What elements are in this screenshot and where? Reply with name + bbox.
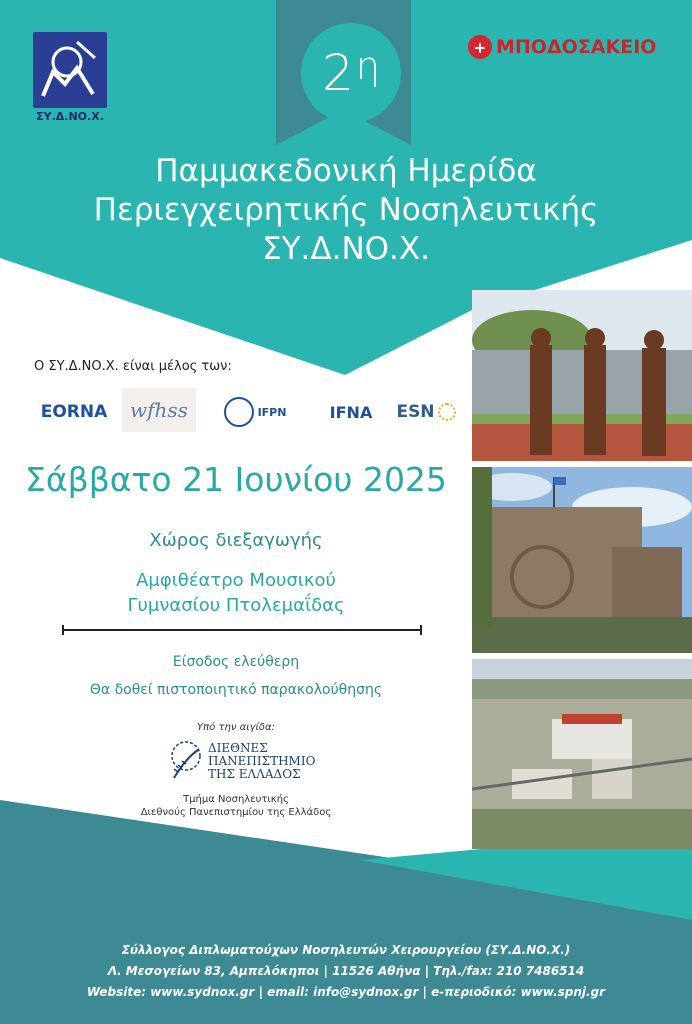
title-line-3: ΣΥ.Δ.ΝΟ.Χ. xyxy=(262,231,430,267)
ifpn-globe-icon xyxy=(224,397,254,427)
photo-stone-building xyxy=(472,467,692,653)
ihu-line-3: ΤΗΣ ΕΛΛΑΔΟΣ xyxy=(208,767,301,781)
photo-aerial-hospital xyxy=(472,659,692,849)
edition-suffix: η xyxy=(355,43,380,88)
venue-line-2: Γυμνασίου Πτολεμαΐδας xyxy=(127,595,345,616)
certificate-note: Θα δοθεί πιστοποιητικό παρακολούθησης xyxy=(89,682,383,698)
ihu-line-2: ΠΑΝΕΠΙΣΤΗΜΙΟ xyxy=(208,754,316,768)
ifpn-logo-text: IFPN xyxy=(257,405,287,419)
venue-heading: Χώρος διεξαγωγής xyxy=(149,530,323,551)
membership-label: Ο ΣΥ.Δ.ΝΟ.Χ. είναι μέλος των: xyxy=(34,359,232,374)
eorna-logo xyxy=(32,392,116,432)
ifna-logo-text: IFNA xyxy=(329,402,373,422)
ihu-line-1: ΔΙΕΘΝΕΣ xyxy=(208,741,268,755)
divider-rule xyxy=(62,629,422,631)
venue-name xyxy=(0,568,472,618)
edition-number: 2 xyxy=(322,43,354,102)
footer-contact xyxy=(0,940,692,1003)
bodosakeio-name: ΜΠΟΔΟΣΑΚΕΙΟ xyxy=(496,36,657,58)
ihu-logo xyxy=(168,738,318,788)
edition-number-circle xyxy=(301,23,401,123)
sydnox-logo-text: ΣΥ.Δ.ΝΟ.Χ. xyxy=(36,110,104,123)
patronage-label: Υπό την αιγίδα: xyxy=(197,722,275,733)
footer-org-name: Σύλλογος Διπλωματούχων Νοσηλευτών Χειρουργείου (ΣΥ.Δ.ΝΟ.Χ.) xyxy=(121,943,571,957)
sydnox-logo xyxy=(33,32,107,127)
department-line-2: Διεθνούς Πανεπιστημίου της Ελλάδος xyxy=(140,807,332,818)
ifpn-logo xyxy=(205,392,305,432)
photo-statues xyxy=(472,290,692,461)
ihu-emblem-icon xyxy=(168,738,204,782)
event-date: Σάββατο 21 Ιουνίου 2025 xyxy=(25,460,447,499)
esn-stars-icon xyxy=(438,403,456,421)
ifna-logo xyxy=(316,392,386,432)
wfhss-logo-text: wfhss xyxy=(130,398,188,422)
title-line-2: Περιεγχειρητικής Νοσηλευτικής xyxy=(93,192,599,228)
bodosakeio-logo xyxy=(468,32,663,62)
esn-logo-text: ESN xyxy=(396,402,435,422)
free-entry-note: Είσοδος ελεύθερη xyxy=(172,654,300,670)
title-line-1: Παμμακεδονική Ημερίδα xyxy=(155,153,537,189)
footer-web: Website: www.sydnox.gr | email: info@sydnox.gr | e-περιοδικό: www.spnj.gr xyxy=(86,985,606,999)
department-name xyxy=(0,793,472,819)
sydnox-logo-mark xyxy=(33,32,107,108)
department-line-1: Τμήμα Νοσηλευτικής xyxy=(183,794,289,805)
esn-logo xyxy=(392,392,460,432)
eorna-logo-text: EORNA xyxy=(40,402,108,422)
venue-line-1: Αμφιθέατρο Μουσικού xyxy=(136,570,336,591)
footer-address: Λ. Μεσογείων 83, Αμπελόκηποι | 11526 Αθήνα | Τηλ./fax: 210 7486514 xyxy=(107,964,585,978)
wfhss-logo xyxy=(122,388,196,432)
edition-badge xyxy=(291,0,411,145)
bodosakeio-cross-icon: + xyxy=(468,35,492,59)
event-title xyxy=(0,152,692,269)
ihu-name xyxy=(208,742,315,781)
